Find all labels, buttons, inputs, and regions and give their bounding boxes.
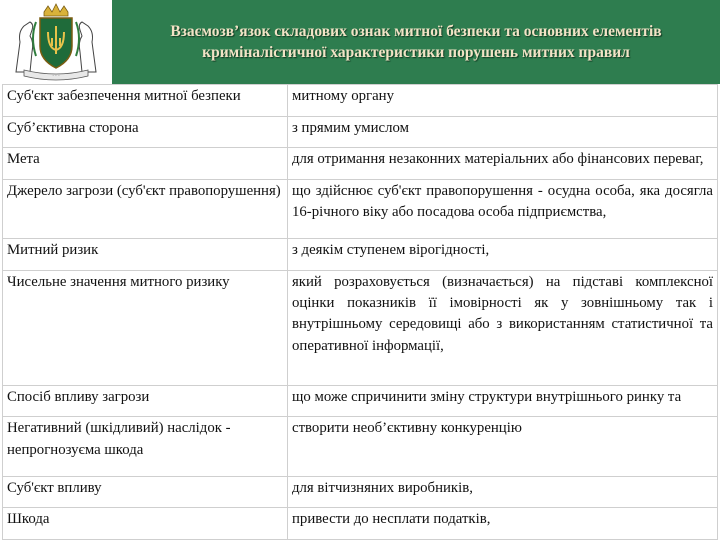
table-row (3, 270, 718, 385)
row-label: Чисельне значення митного ризику (3, 270, 288, 385)
row-value: для вітчизняних виробників, (288, 476, 718, 508)
row-label: Мета (3, 148, 288, 180)
row-value: з прямим умислом (288, 116, 718, 148)
row-label: Суб'єкт забезпечення митної безпеки (3, 85, 288, 117)
row-value: митному органу (288, 85, 718, 117)
row-label: Спосіб впливу загрози (3, 385, 288, 417)
row-label: Негативний (шкідливий) наслідок - непрогнозуєма шкода (3, 417, 288, 476)
table-row (3, 239, 718, 271)
comparison-table (2, 84, 718, 540)
table-row (3, 417, 718, 476)
ukraine-customs-academy-emblem-icon (6, 2, 106, 82)
row-label: Джерело загрози (суб'єкт правопорушення) (3, 179, 288, 238)
slide-title: Взаємозв’язок складових ознак митної безпеки та основних елементів криміналістичної характеристики порушень митних правил (112, 0, 720, 84)
table-row (3, 148, 718, 180)
row-label: Шкода (3, 508, 288, 540)
row-value: що може спричинити зміну структури внутрішнього ринку та (288, 385, 718, 417)
slide-header (0, 0, 720, 84)
table-row (3, 508, 718, 540)
row-value: привести до несплати податків, (288, 508, 718, 540)
row-value: що здійснює суб'єкт правопорушення - осудна особа, яка досягла 16-річного віку або посадова особа підприємства, (288, 179, 718, 238)
row-label: Митний ризик (3, 239, 288, 271)
row-value: який розраховується (визначається) на підставі комплексної оцінки показників її імовірності як у зовнішньому так і внутрішньому середовищі або з використанням статистичної та оперативної інформації, (288, 270, 718, 385)
table-row (3, 116, 718, 148)
row-value: для отримання незаконних матеріальних або фінансових переваг, (288, 148, 718, 180)
table-row (3, 179, 718, 238)
row-value: створити необ’єктивну конкуренцію (288, 417, 718, 476)
table-row (3, 385, 718, 417)
svg-text:· · ·: · · · (52, 74, 60, 79)
row-label: Суб'єкт впливу (3, 476, 288, 508)
table-row (3, 476, 718, 508)
table-row (3, 85, 718, 117)
row-label: Суб’єктивна сторона (3, 116, 288, 148)
row-value: з деякім ступенем вірогідності, (288, 239, 718, 271)
